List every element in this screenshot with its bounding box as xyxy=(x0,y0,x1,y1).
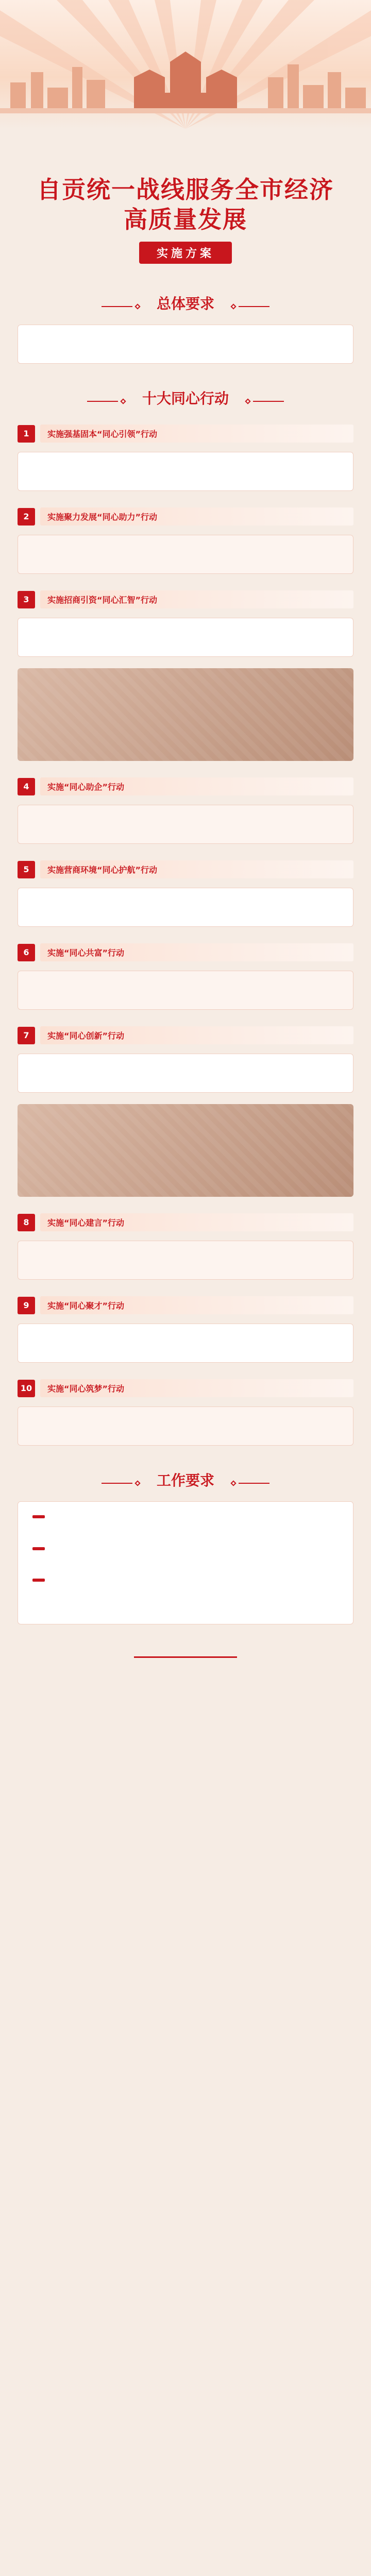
action-number: 5 xyxy=(18,861,35,878)
action-number: 7 xyxy=(18,1027,35,1044)
action-heading xyxy=(18,1296,353,1314)
heading-line-right xyxy=(239,306,269,307)
overall-body xyxy=(32,338,339,350)
action-heading xyxy=(18,590,353,608)
action-title: 实施“同心创新”行动 xyxy=(40,1026,353,1044)
action-card xyxy=(18,1406,353,1446)
action-heading xyxy=(18,860,353,878)
action-title: 实施“同心共富”行动 xyxy=(40,943,353,961)
action-title: 实施“同心助企”行动 xyxy=(40,777,353,795)
hero-banner xyxy=(0,0,371,129)
section-title-work: 工作要求 xyxy=(156,1472,214,1489)
action-body xyxy=(32,549,339,560)
work-item-body xyxy=(32,1529,339,1540)
action-card xyxy=(18,971,353,1010)
overall-card xyxy=(18,325,353,364)
main-title-line-2: 高质量发展 xyxy=(124,205,247,233)
action-number: 4 xyxy=(18,778,35,795)
section-title-actions: 十大同心行动 xyxy=(142,390,229,407)
action-body xyxy=(32,1337,339,1349)
action-body xyxy=(32,1420,339,1432)
city-skyline-illustration xyxy=(0,41,371,113)
section-heading-overall xyxy=(0,293,371,313)
diamond-icon xyxy=(230,1480,236,1486)
action-body xyxy=(32,1255,339,1266)
main-title-line-1: 自贡统一战线服务全市经济 xyxy=(37,176,334,204)
action-card xyxy=(18,1241,353,1280)
action-title: 实施“同心筑梦”行动 xyxy=(40,1379,353,1397)
action-heading xyxy=(18,1379,353,1397)
action-body xyxy=(32,1067,339,1079)
action-number: 9 xyxy=(18,1297,35,1314)
diamond-icon xyxy=(120,398,126,404)
action-card xyxy=(18,1054,353,1093)
footer xyxy=(0,1636,371,1680)
action-card xyxy=(18,452,353,491)
diamond-icon xyxy=(134,303,140,309)
section-heading-actions xyxy=(0,387,371,408)
heading-line-left xyxy=(87,401,118,402)
action-number: 8 xyxy=(18,1214,35,1231)
action-title: 实施招商引资“同心汇智”行动 xyxy=(40,590,353,608)
work-item-body xyxy=(32,1560,339,1571)
main-title-block xyxy=(0,160,371,269)
heading-line-left xyxy=(102,1483,132,1484)
action-body xyxy=(32,902,339,913)
action-body xyxy=(32,466,339,477)
heading-line-right xyxy=(253,401,284,402)
intro-paragraph xyxy=(0,129,371,160)
action-body xyxy=(32,632,339,643)
footer-divider xyxy=(134,1656,237,1658)
section-title-overall: 总体要求 xyxy=(156,295,214,312)
action-title: 实施营商环境“同心护航”行动 xyxy=(40,860,353,878)
work-item-tag xyxy=(32,1579,45,1582)
action-card xyxy=(18,805,353,844)
plan-badge: 实施方案 xyxy=(139,242,232,264)
action-heading xyxy=(18,425,353,443)
action-heading xyxy=(18,1213,353,1231)
work-item-body xyxy=(32,1592,339,1603)
action-number: 1 xyxy=(18,425,35,443)
action-body xyxy=(32,819,339,830)
action-card xyxy=(18,535,353,574)
work-item-tag xyxy=(32,1547,45,1550)
diamond-icon xyxy=(230,303,236,309)
actions-list xyxy=(0,425,371,1446)
diamond-icon xyxy=(134,1480,140,1486)
work-item-tag xyxy=(32,1515,45,1518)
action-heading xyxy=(18,507,353,526)
action-title: 实施聚力发展“同心助力”行动 xyxy=(40,507,353,526)
action-heading xyxy=(18,777,353,795)
action-number: 10 xyxy=(18,1380,35,1397)
action-card xyxy=(18,618,353,657)
action-number: 2 xyxy=(18,508,35,526)
action-title: 实施强基固本“同心引领”行动 xyxy=(40,425,353,443)
action-heading xyxy=(18,1026,353,1044)
photo-placeholder xyxy=(18,1104,353,1197)
action-body xyxy=(32,985,339,996)
section-heading-work xyxy=(0,1469,371,1490)
action-number: 6 xyxy=(18,944,35,961)
action-number: 3 xyxy=(18,591,35,608)
work-card xyxy=(18,1501,353,1624)
action-title: 实施“同心建言”行动 xyxy=(40,1213,353,1231)
heading-line-left xyxy=(102,306,132,307)
diamond-icon xyxy=(245,398,250,404)
action-card xyxy=(18,1324,353,1363)
action-heading xyxy=(18,943,353,961)
photo-placeholder xyxy=(18,668,353,761)
heading-line-right xyxy=(239,1483,269,1484)
action-card xyxy=(18,888,353,927)
action-title: 实施“同心聚才”行动 xyxy=(40,1296,353,1314)
